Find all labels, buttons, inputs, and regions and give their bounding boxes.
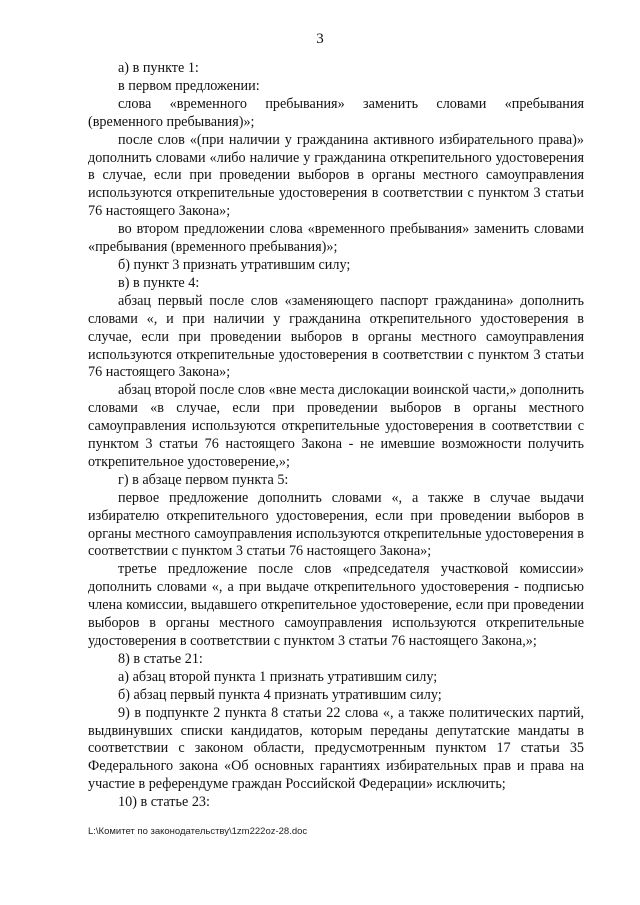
paragraph: а) абзац второй пункта 1 признать утратившим силу; [118,668,438,685]
paragraph: 8) в статье 21: [118,650,203,667]
paragraph: в) в пункте 4: [118,274,200,291]
paragraph: 9) в подпункте 2 пункта 8 статьи 22 слова «, а также политических партий, выдвинувших списки кандидатов, которым переданы депутатские мандаты в соответствии с законом области, предусмотренным пунктом 17 статьи 35 Федерального закона «Об основных гарантиях избирательных прав и права на участие в референдуме граждан Российской Федерации» исключить; [88,704,584,793]
paragraph: после слов «(при наличии у гражданина активного избирательного права)» дополнить словами «либо наличие у гражданина открепительного удостоверения в случае, если при проведении выборов в органы местного самоуправления используются открепительные удостоверения в соответствии с пунктом 3 статьи 76 настоящего Закона»; [88,131,584,220]
document-body [88,60,584,812]
paragraph: третье предложение после слов «председателя участковой комиссии» дополнить словами «, а при выдаче открепительного удостоверения - подписью члена комиссии, выдавшего открепительное удостоверение, если при проведении выборов в органы местного самоуправления используются открепительные удостоверения в соответствии с пунктом 3 статьи 76 настоящего Закона,»; [88,561,584,649]
paragraph: а) в пункте 1: [118,60,199,76]
file-path-footer: L:\Комитет по законодательству\1zm222oz-28.doc [88,826,308,837]
paragraph: первое предложение дополнить словами «, а также в случае выдачи избирателю открепительного удостоверения, если при проведении выборов в органы местного самоуправления используются открепительные удостоверения в соответствии с пунктом 3 статьи 76 настоящего Закона»; [88,489,584,560]
paragraph: абзац первый после слов «заменяющего паспорт гражданина» дополнить словами «, и при наличии у гражданина открепительного удостоверения в случае, если при проведении выборов в органы местного самоуправления используются открепительные удостоверения в соответствии с пунктом 3 статьи 76 настоящего Закона»; [88,292,584,381]
paragraph: 10) в статье 23: [118,794,210,811]
paragraph: г) в абзаце первом пункта 5: [118,471,289,488]
paragraph: в первом предложении: [118,77,260,94]
paragraph: слова «временного пребывания» заменить словами «пребывания (временного пребывания)»; [88,95,584,130]
page-number: 3 [316,31,324,47]
paragraph: б) пункт 3 признать утратившим силу; [118,256,351,273]
paragraph: во втором предложении слова «временного пребывания» заменить словами «пребывания (временного пребывания)»; [88,221,584,256]
paragraph: б) абзац первый пункта 4 признать утратившим силу; [118,686,442,703]
paragraph: абзац второй после слов «вне места дислокации воинской части,» дополнить словами «в случае, если при проведении выборов в органы местного самоуправления используются открепительные удостоверения в соответствии с пунктом 3 статьи 76 настоящего Закона - не имевшие возможности получить открепительное удостоверение,»; [88,382,584,470]
